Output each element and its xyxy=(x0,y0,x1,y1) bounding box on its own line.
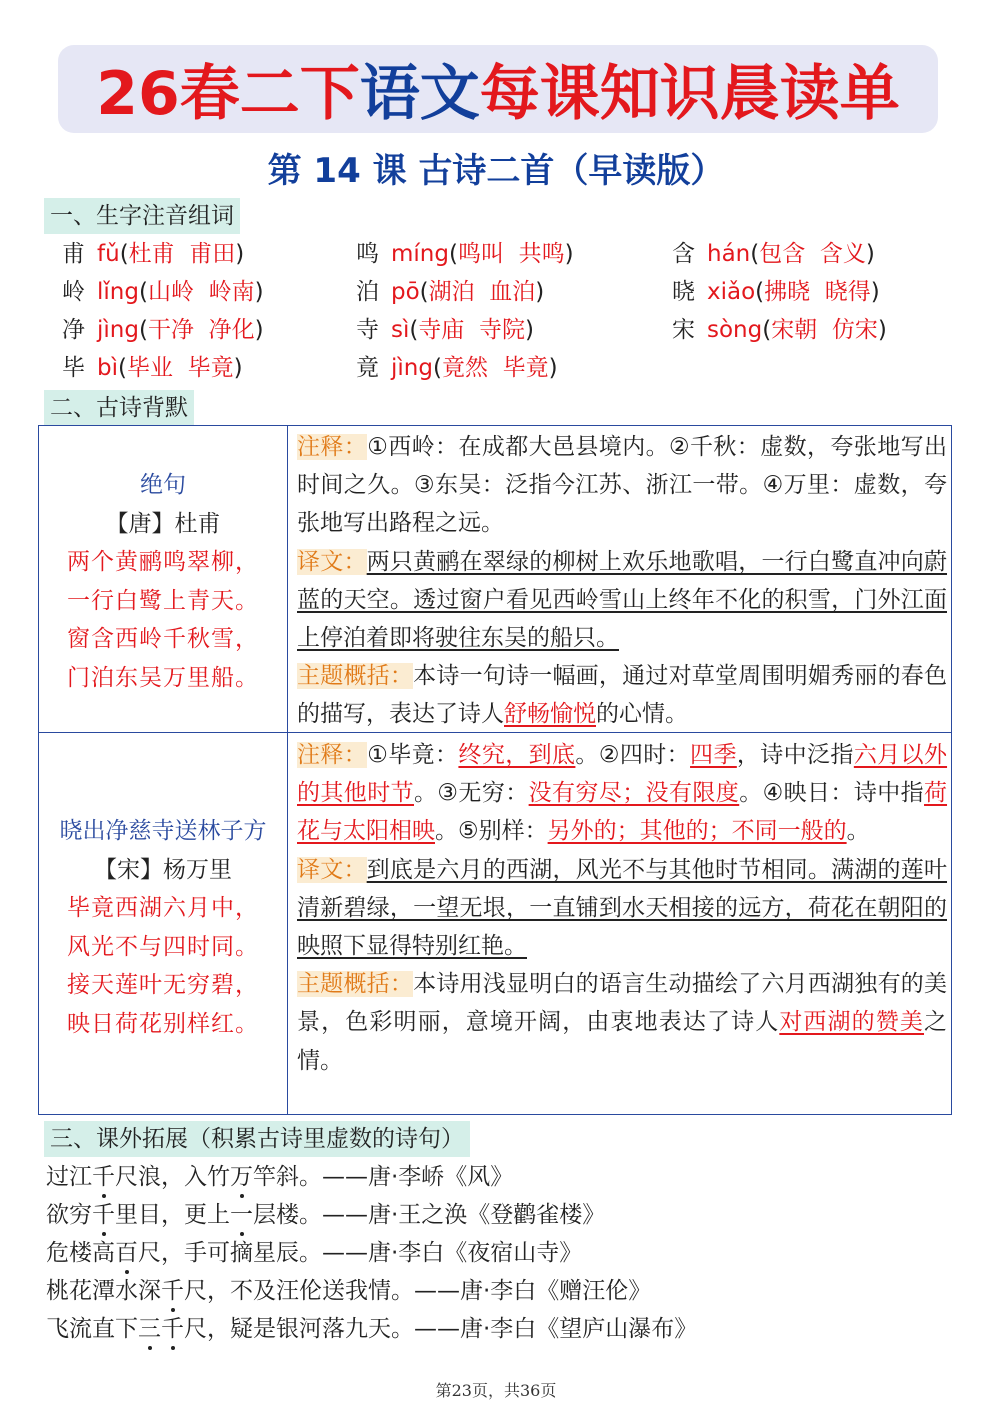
vocab-paren-open: ( xyxy=(750,241,760,267)
table-column-divider xyxy=(287,426,288,1114)
vocab-paren-open: ( xyxy=(409,317,419,343)
vocab-words: 杜甫 甫田 xyxy=(128,241,236,267)
vocab-paren-open: ( xyxy=(138,279,148,305)
poem1-notes xyxy=(297,428,947,734)
title-banner xyxy=(58,45,938,133)
dotted-char: 三 xyxy=(138,1313,161,1345)
vocab-pinyin: míng xyxy=(391,241,449,267)
extension-line xyxy=(46,1313,697,1345)
vocab-words: 拂晓 晓得 xyxy=(764,279,871,305)
dotted-char: 千 xyxy=(92,1199,115,1231)
annotation-text: 。④映日：诗中指 xyxy=(739,780,925,807)
poem1-line: 两个黄鹂鸣翠柳， xyxy=(67,549,259,575)
vocab-item xyxy=(62,314,264,346)
vocab-char: 鸣 xyxy=(356,241,379,267)
vocab-pinyin: sòng xyxy=(707,317,763,343)
vocab-paren-close: ) xyxy=(233,355,243,381)
poem2-translation xyxy=(297,851,947,966)
vocab-pinyin: xiǎo xyxy=(707,279,756,305)
poem2-line: 映日荷花别样红。 xyxy=(67,1010,259,1037)
vocab-words: 竟然 毕竟 xyxy=(441,355,549,381)
poem1-theme xyxy=(297,657,947,733)
line-text: 桃花潭水深 xyxy=(46,1278,161,1304)
vocab-paren-close: ) xyxy=(865,241,875,267)
banner-title-part1: 26春二下 xyxy=(96,59,360,129)
section-heading-poems: 二、古诗背默 xyxy=(44,390,194,426)
vocab-pinyin: jìng xyxy=(97,317,139,343)
dotted-char: 千 xyxy=(92,1161,115,1193)
vocab-pinyin: bì xyxy=(97,355,118,381)
theme-text: 本诗一句诗一幅画，通过对草堂周围明媚秀丽的春色的描写，表达了诗人 xyxy=(297,663,948,728)
poem1-text xyxy=(39,466,287,697)
annotation-text: 。②四时： xyxy=(575,742,691,768)
dotted-char: 万 xyxy=(230,1161,253,1193)
annotation-answer: 荷花与太阳相映 xyxy=(297,780,948,845)
theme-text: 本诗用浅显明白的语言生动描绘了六月西湖独有的美景，色彩明丽，意境开阔，由衷地表达了诗人 xyxy=(297,971,948,1036)
translation-text: 两只黄鹂在翠绿的柳树上欢乐地歌唱，一行白鹭直冲向蔚蓝的天空。透过窗户看见西岭雪山上终年不化的积雪，门外江面上停泊着即将驶往东吴的船只。 xyxy=(297,548,948,652)
annotation-answer: 终究，到底 xyxy=(458,742,576,768)
annotation-text: ①西岭：在成都大邑县境内。②千秋：虚数，夸张地写出时间之久。③东吴：泛指今江苏、浙江一带。④万里：虚数，夸张地写出路程之远。 xyxy=(297,434,947,537)
line-text: 尺，不及汪伦送我情。——唐·李白《赠汪伦》 xyxy=(184,1278,652,1304)
annotation-answer: 四季 xyxy=(690,742,737,768)
extension-line xyxy=(46,1161,513,1193)
section-heading-vocab: 一、生字注音组词 xyxy=(44,198,240,234)
vocab-item xyxy=(356,276,544,308)
line-text: 层楼。——唐·王之涣《登鹳雀楼》 xyxy=(253,1202,606,1228)
vocab-pinyin: sì xyxy=(391,317,410,343)
line-text: 尺，疑是银河落九天。——唐·李白《望庐山瀑布》 xyxy=(184,1316,698,1342)
poem2-line: 接天莲叶无穷碧， xyxy=(67,972,259,998)
annotation-text: 。⑤别样： xyxy=(435,818,548,845)
annotation-label: 注释： xyxy=(297,742,368,768)
dotted-char: 百 xyxy=(115,1237,138,1269)
poem2-annotation xyxy=(297,736,947,851)
vocab-paren-close: ) xyxy=(548,355,558,381)
annotation-answer: 另外的；其他的；不同一般的 xyxy=(547,818,847,845)
poem1-line: 门泊东吴万里船。 xyxy=(67,664,259,691)
vocab-paren-open: ( xyxy=(419,279,429,305)
translation-label: 译文： xyxy=(297,856,367,883)
vocab-pinyin: jìng xyxy=(391,355,433,381)
vocab-pinyin: fǔ xyxy=(97,241,120,267)
vocab-item xyxy=(672,276,880,308)
poem2-theme xyxy=(297,965,947,1080)
vocab-paren-open: ( xyxy=(755,279,765,305)
annotation-text: 。③无穷： xyxy=(414,780,529,807)
vocab-words: 干净 净化 xyxy=(147,317,255,343)
vocab-paren-open: ( xyxy=(118,355,127,381)
poem2-line: 风光不与四时同。 xyxy=(67,933,259,960)
vocab-char: 宋 xyxy=(672,317,695,343)
line-text: 尺浪，入竹 xyxy=(115,1164,230,1190)
poem2-notes xyxy=(297,736,947,1080)
vocab-paren-open: ( xyxy=(432,355,442,381)
poem1-line: 一行白鹭上青天。 xyxy=(67,587,259,614)
vocab-paren-open: ( xyxy=(138,317,148,343)
vocab-pinyin: pō xyxy=(391,279,420,305)
banner-title-part3: 每课知识晨读单 xyxy=(479,59,900,129)
line-text: 危楼高 xyxy=(46,1240,115,1266)
vocab-words: 毕业 毕竟 xyxy=(126,355,234,381)
vocab-item xyxy=(62,352,243,384)
line-text: 竿斜。——唐·李峤《风》 xyxy=(253,1164,514,1190)
vocab-char: 岭 xyxy=(62,279,85,305)
vocab-words: 鸣叫 共鸣 xyxy=(457,241,565,267)
vocab-char: 竟 xyxy=(356,355,379,381)
vocab-char: 净 xyxy=(62,317,85,343)
section-heading-extension: 三、课外拓展（积累古诗里虚数的诗句） xyxy=(44,1121,470,1157)
page-footer: 第23页，共36页 xyxy=(435,1381,557,1400)
vocab-paren-close: ) xyxy=(870,279,880,305)
lesson-title: 第 14 课 古诗二首（早读版） xyxy=(267,151,725,191)
extension-line xyxy=(46,1199,605,1231)
line-text: 里目，更上 xyxy=(115,1202,230,1228)
vocab-paren-close: ) xyxy=(235,241,245,267)
annotation-text: ①毕竟： xyxy=(367,742,459,768)
vocab-words: 湖泊 血泊 xyxy=(428,279,536,305)
theme-label: 主题概括： xyxy=(297,971,414,998)
poem1-title: 绝句 xyxy=(140,472,186,498)
extension-line xyxy=(46,1237,582,1269)
line-text: 过江 xyxy=(46,1164,92,1190)
poem1-line: 窗含西岭千秋雪， xyxy=(67,626,259,652)
theme-text-end: 之情。 xyxy=(297,1009,948,1074)
annotation-label: 注释： xyxy=(297,434,368,460)
poem2-line: 毕竟西湖六月中， xyxy=(67,895,259,921)
vocab-paren-close: ) xyxy=(535,279,545,305)
poem1-annotation xyxy=(297,428,947,543)
vocab-paren-close: ) xyxy=(877,317,887,343)
line-text: 欲穷 xyxy=(46,1202,92,1228)
vocab-words: 宋朝 仿宋 xyxy=(771,317,878,343)
vocab-item xyxy=(62,238,244,270)
extension-line xyxy=(46,1275,651,1307)
vocab-item xyxy=(356,352,558,384)
vocab-words: 寺庙 寺院 xyxy=(418,317,525,343)
poem2-title: 晓出净慈寺送林子方 xyxy=(59,818,267,844)
dotted-char: 千 xyxy=(161,1313,184,1345)
theme-label: 主题概括： xyxy=(297,663,414,690)
dotted-char: 千 xyxy=(161,1275,184,1307)
vocab-paren-close: ) xyxy=(524,317,534,343)
poem1-author: 【唐】杜甫 xyxy=(105,510,221,537)
translation-label: 译文： xyxy=(297,548,367,575)
line-text: 飞流直下 xyxy=(46,1316,138,1342)
annotation-answer: 六月以外的其他时节 xyxy=(297,742,948,807)
vocab-words: 包含 含义 xyxy=(759,241,866,267)
vocab-paren-close: ) xyxy=(564,241,574,267)
vocab-char: 含 xyxy=(672,241,695,267)
banner-title-part2: 语文 xyxy=(359,59,480,129)
annotation-text: 。 xyxy=(846,818,870,845)
vocab-item xyxy=(672,238,875,270)
vocab-item xyxy=(356,238,574,270)
vocab-char: 甫 xyxy=(62,241,85,267)
vocab-paren-open: ( xyxy=(119,241,129,267)
annotation-text: ，诗中泛指 xyxy=(736,742,854,768)
vocab-paren-open: ( xyxy=(448,241,458,267)
vocab-paren-close: ) xyxy=(254,317,264,343)
poem1-translation xyxy=(297,543,947,658)
theme-highlight: 舒畅愉悦 xyxy=(504,701,596,728)
translation-text: 到底是六月的西湖，风光不与其他时节相同。满湖的莲叶清新碧绿，一望无垠，一直铺到水天相接的远方，荷花在朝阳的映照下显得特别红艳。 xyxy=(297,856,948,960)
vocab-item xyxy=(62,276,264,308)
vocab-pinyin: lǐng xyxy=(97,279,139,305)
line-text: 尺，手可摘星辰。——唐·李白《夜宿山寺》 xyxy=(138,1240,583,1266)
vocab-pinyin: hán xyxy=(707,241,751,267)
vocab-item xyxy=(672,314,887,346)
vocab-char: 泊 xyxy=(356,279,379,305)
vocab-char: 毕 xyxy=(62,355,85,381)
banner-title xyxy=(96,46,900,132)
vocab-item xyxy=(356,314,534,346)
vocab-words: 山岭 岭南 xyxy=(147,279,255,305)
vocab-paren-close: ) xyxy=(254,279,264,305)
poem2-author: 【宋】杨万里 xyxy=(94,856,232,883)
poem2-text xyxy=(39,812,287,1043)
poem-table xyxy=(38,425,952,1115)
dotted-char: 一 xyxy=(230,1199,253,1231)
theme-text-end: 的心情。 xyxy=(596,701,688,728)
vocab-char: 寺 xyxy=(356,317,379,343)
theme-highlight: 对西湖的赞美 xyxy=(779,1009,925,1036)
vocab-paren-open: ( xyxy=(762,317,772,343)
vocab-char: 晓 xyxy=(672,279,695,305)
annotation-answer: 没有穷尽；没有限度 xyxy=(528,780,740,807)
